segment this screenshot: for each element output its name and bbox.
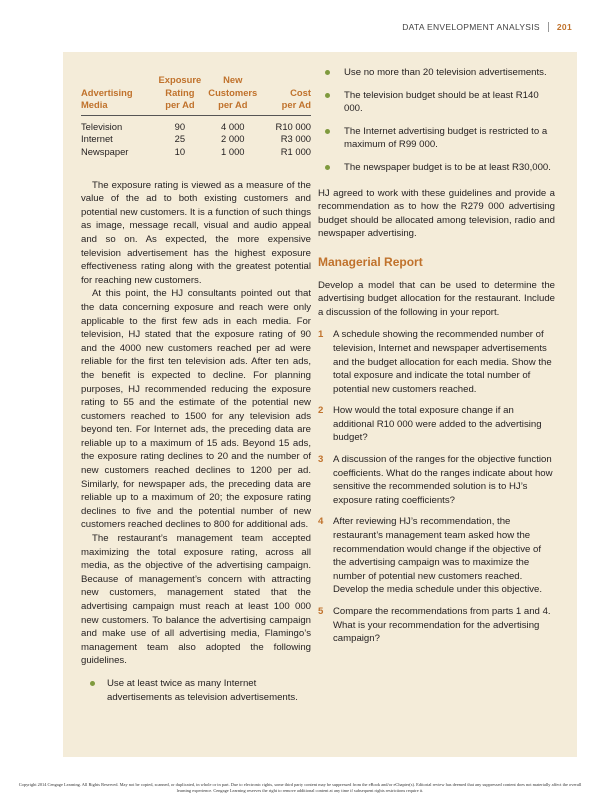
bullet-icon bbox=[90, 681, 95, 686]
list-item-text: The newspaper budget is to be at least R30,000. bbox=[344, 161, 551, 173]
body-paragraph: The restaurant’s management team accepted maximizing the total exposure rating, across all media, as the objective of the advertising campaign. Because of management’s concern with attracting new customers, management stated that the advertising campaign must reach at least 100 000 new customers. To balance the advertising campaign and make use of all advertising media, Flamingo’s management team also adopted the following guidelines. bbox=[81, 533, 311, 667]
item-number: 2 bbox=[318, 405, 324, 417]
table-header-cell: Advertising bbox=[81, 86, 133, 98]
advertising-media-table bbox=[81, 74, 311, 159]
table-cell: 25 bbox=[174, 133, 186, 145]
body-paragraph: HJ agreed to work with these guidelines and provide a recommendation as to how the R279 000 advertising budget should be allocated among television, radio and newspaper advertising. bbox=[318, 187, 555, 240]
copyright-footer: Copyright 2014 Cengage Learning. All Rights Reserved. May not be copied, scanned, or duplicated, in whole or in part. Due to electronic rights, some third party content may be suppressed from the eBook and/or eChapter(s). Editorial review has deemed that any suppressed content does not materially affect the overall learning experience. Cengage Learning reserves the right to remove additional content at any time if subsequent rights restrictions require it. bbox=[18, 782, 582, 793]
list-item-text: Use no more than 20 television advertisements. bbox=[344, 67, 547, 78]
list-item bbox=[318, 66, 555, 80]
list-item bbox=[318, 404, 555, 445]
table-header-cell: New bbox=[223, 74, 243, 85]
item-number: 1 bbox=[318, 329, 324, 341]
list-item bbox=[318, 161, 555, 175]
body-paragraph: The exposure rating is viewed as a measure of the value of the ad to both existing customers and potential new customers. It is a function of such things as image, message recall, visual and audio appeal and so on. As expected, the more expensive television advertisement has the highest exposure effectiveness rating along with the greatest potential for reaching new customers. bbox=[81, 179, 311, 286]
table-cell: 10 bbox=[174, 145, 186, 157]
running-title: DATA ENVELOPMENT ANALYSIS bbox=[402, 22, 540, 32]
table-header-cell: Rating bbox=[165, 86, 195, 98]
table-header-cell: per Ad bbox=[263, 99, 311, 115]
table-cell: R3 000 bbox=[280, 133, 311, 145]
table-header-cell: per Ad bbox=[203, 99, 263, 115]
section-heading: Managerial Report bbox=[318, 254, 423, 269]
list-item-text: A schedule showing the recommended number of television, Internet and newspaper advertisements and the budget allocation for each media. Show the total exposure and indicate the total number of potential new customers reached. bbox=[333, 329, 552, 395]
body-paragraph: At this point, the HJ consultants pointed out that the data concerning exposure and reach were only applicable to the first few ads in each media. For television, HJ stated that the exposure rating of 90 and the 4000 new customers reached per ad were reliable for the first ten television ads. After ten ads, the benefit is expected to decline. For planning purposes, HJ recommended reducing the exposure rating to 55 and the estimate of the potential new customers reached to 1500 for any television ads beyond ten. For Internet ads, the preceding data are reliable up to a maximum of 15 ads. Beyond 15 ads, the exposure rating declines to 20 and the number of new customers reached declines to 1200 per ad. Similarly, for newspaper ads, the preceding data are reliable up to a maximum of 20; the exposure rating declines to five and the potential number of new customers reached declines to 800 for additional ads. bbox=[81, 288, 311, 531]
running-header bbox=[402, 22, 572, 32]
table-header-cell: Exposure bbox=[158, 74, 202, 85]
bullet-icon bbox=[325, 93, 330, 98]
bullet-icon bbox=[325, 165, 330, 170]
list-item bbox=[318, 328, 555, 396]
table-cell: R10 000 bbox=[275, 120, 311, 132]
page-body bbox=[63, 52, 577, 757]
table-cell: 4 000 bbox=[221, 120, 245, 132]
list-item bbox=[318, 125, 555, 152]
bullet-icon bbox=[325, 70, 330, 75]
list-item-text: How would the total exposure change if an additional R10 000 were added to the advertising budget? bbox=[333, 405, 542, 444]
table-cell: 90 bbox=[174, 120, 186, 132]
item-number: 3 bbox=[318, 454, 324, 466]
report-item-list bbox=[318, 328, 555, 645]
list-item-text: The television budget should be at least R140 000. bbox=[344, 89, 539, 115]
item-number: 5 bbox=[318, 606, 324, 617]
table-header-cell bbox=[263, 74, 311, 87]
item-number: 4 bbox=[318, 516, 324, 528]
table-header-cell: per Ad bbox=[157, 99, 203, 115]
table-row bbox=[81, 133, 311, 146]
left-column bbox=[81, 52, 311, 704]
table-cell: Newspaper bbox=[81, 145, 129, 157]
right-column bbox=[318, 52, 555, 654]
table-header-cell: Cost bbox=[290, 86, 311, 98]
table-row bbox=[81, 115, 311, 133]
list-item bbox=[318, 89, 555, 116]
list-item bbox=[318, 453, 555, 507]
table-header-row bbox=[81, 87, 311, 100]
list-item-text: After reviewing HJ’s recommendation, the restaurant’s management team asked how the recommendation would change if the objective of the advertising campaign was to maximize the number of potential new customers reached. Develop the media schedule under this objective. bbox=[333, 516, 543, 596]
bullet-icon bbox=[325, 129, 330, 134]
list-item bbox=[81, 677, 311, 704]
guideline-list bbox=[318, 66, 555, 175]
header-divider bbox=[548, 22, 549, 32]
page-number: 201 bbox=[556, 22, 572, 32]
table-header-cell: Media bbox=[81, 99, 157, 115]
list-item-text: Compare the recommendations from parts 1 and 4. What is your recommendation for the advertising campaign? bbox=[333, 606, 551, 645]
table-header-row bbox=[81, 74, 311, 87]
table-row bbox=[81, 146, 311, 159]
list-item bbox=[318, 605, 555, 646]
list-item-text: The Internet advertising budget is restricted to a maximum of R99 000. bbox=[344, 125, 548, 151]
table-cell: Internet bbox=[81, 133, 113, 145]
body-paragraph: Develop a model that can be used to determine the advertising budget allocation for the restaurant. Include a discussion of the following in your report. bbox=[318, 279, 555, 318]
list-item-text: Use at least twice as many Internet advertisements as television advertisements. bbox=[107, 677, 298, 703]
table-cell: R1 000 bbox=[280, 145, 311, 157]
table-cell: Television bbox=[81, 120, 123, 132]
table-cell: 1 000 bbox=[221, 145, 245, 157]
table-cell: 2 000 bbox=[221, 133, 245, 145]
guideline-list bbox=[81, 677, 311, 704]
list-item bbox=[318, 515, 555, 597]
table-header-row bbox=[81, 99, 311, 115]
list-item-text: A discussion of the ranges for the objective function coefficients. What do the ranges indicate about how sensitive the recommended solution is to HJ’s exposure rating coefficients? bbox=[333, 454, 553, 506]
table-header-cell: Customers bbox=[208, 86, 258, 98]
table-header-cell bbox=[81, 74, 157, 87]
